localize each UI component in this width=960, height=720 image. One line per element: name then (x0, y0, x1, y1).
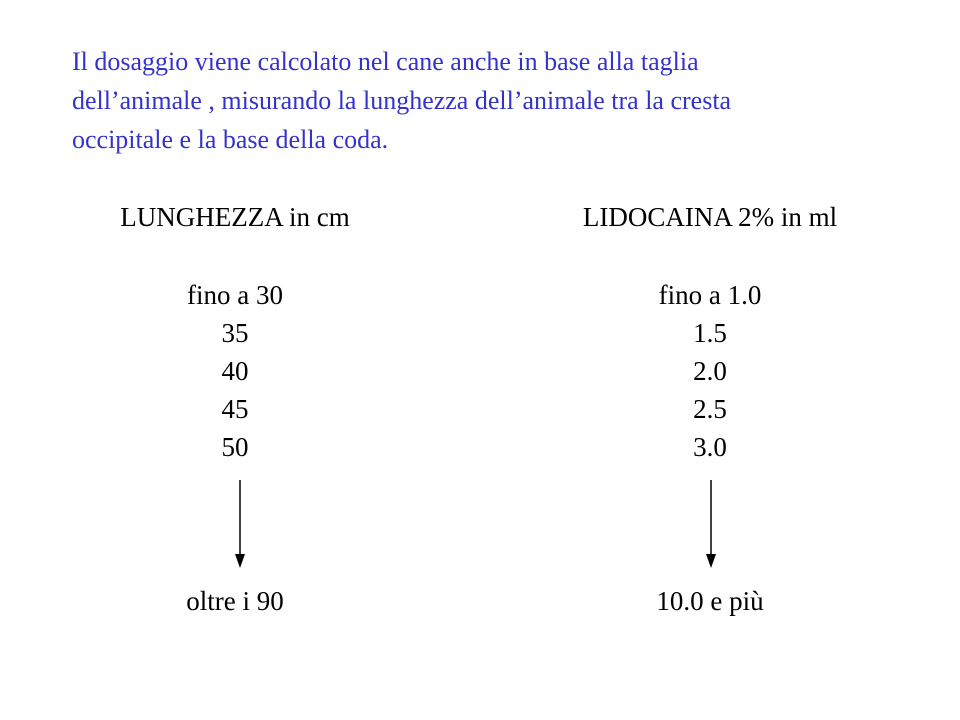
lidocaine-values-list (550, 276, 870, 466)
down-arrow-icon (230, 480, 250, 570)
intro-paragraph (72, 42, 902, 159)
length-value: 35 (221, 318, 249, 348)
lidocaine-value: fino a 1.0 (658, 280, 762, 310)
length-values-list (120, 276, 350, 466)
length-value: fino a 30 (187, 280, 283, 310)
intro-line: dell’animale , misurando la lunghezza dell’animale tra la cresta (72, 86, 732, 115)
length-value: 45 (221, 394, 249, 424)
intro-line: occipitale e la base della coda. (72, 125, 389, 154)
length-value: 50 (221, 432, 249, 462)
down-arrow-icon (701, 480, 721, 570)
lidocaine-value: 2.5 (693, 394, 727, 424)
lidocaine-final-value: 10.0 e più (656, 586, 764, 616)
lidocaine-value: 2.0 (693, 356, 727, 386)
lidocaine-value: 1.5 (693, 318, 727, 348)
lidocaine-column-header: LIDOCAINA 2% in ml (582, 202, 838, 232)
intro-line: Il dosaggio viene calcolato nel cane anche in base alla taglia (72, 47, 699, 76)
length-column-header: LUNGHEZZA in cm (120, 202, 350, 232)
length-final-value: oltre i 90 (186, 586, 284, 616)
lidocaine-value: 3.0 (693, 432, 727, 462)
length-value: 40 (221, 356, 249, 386)
